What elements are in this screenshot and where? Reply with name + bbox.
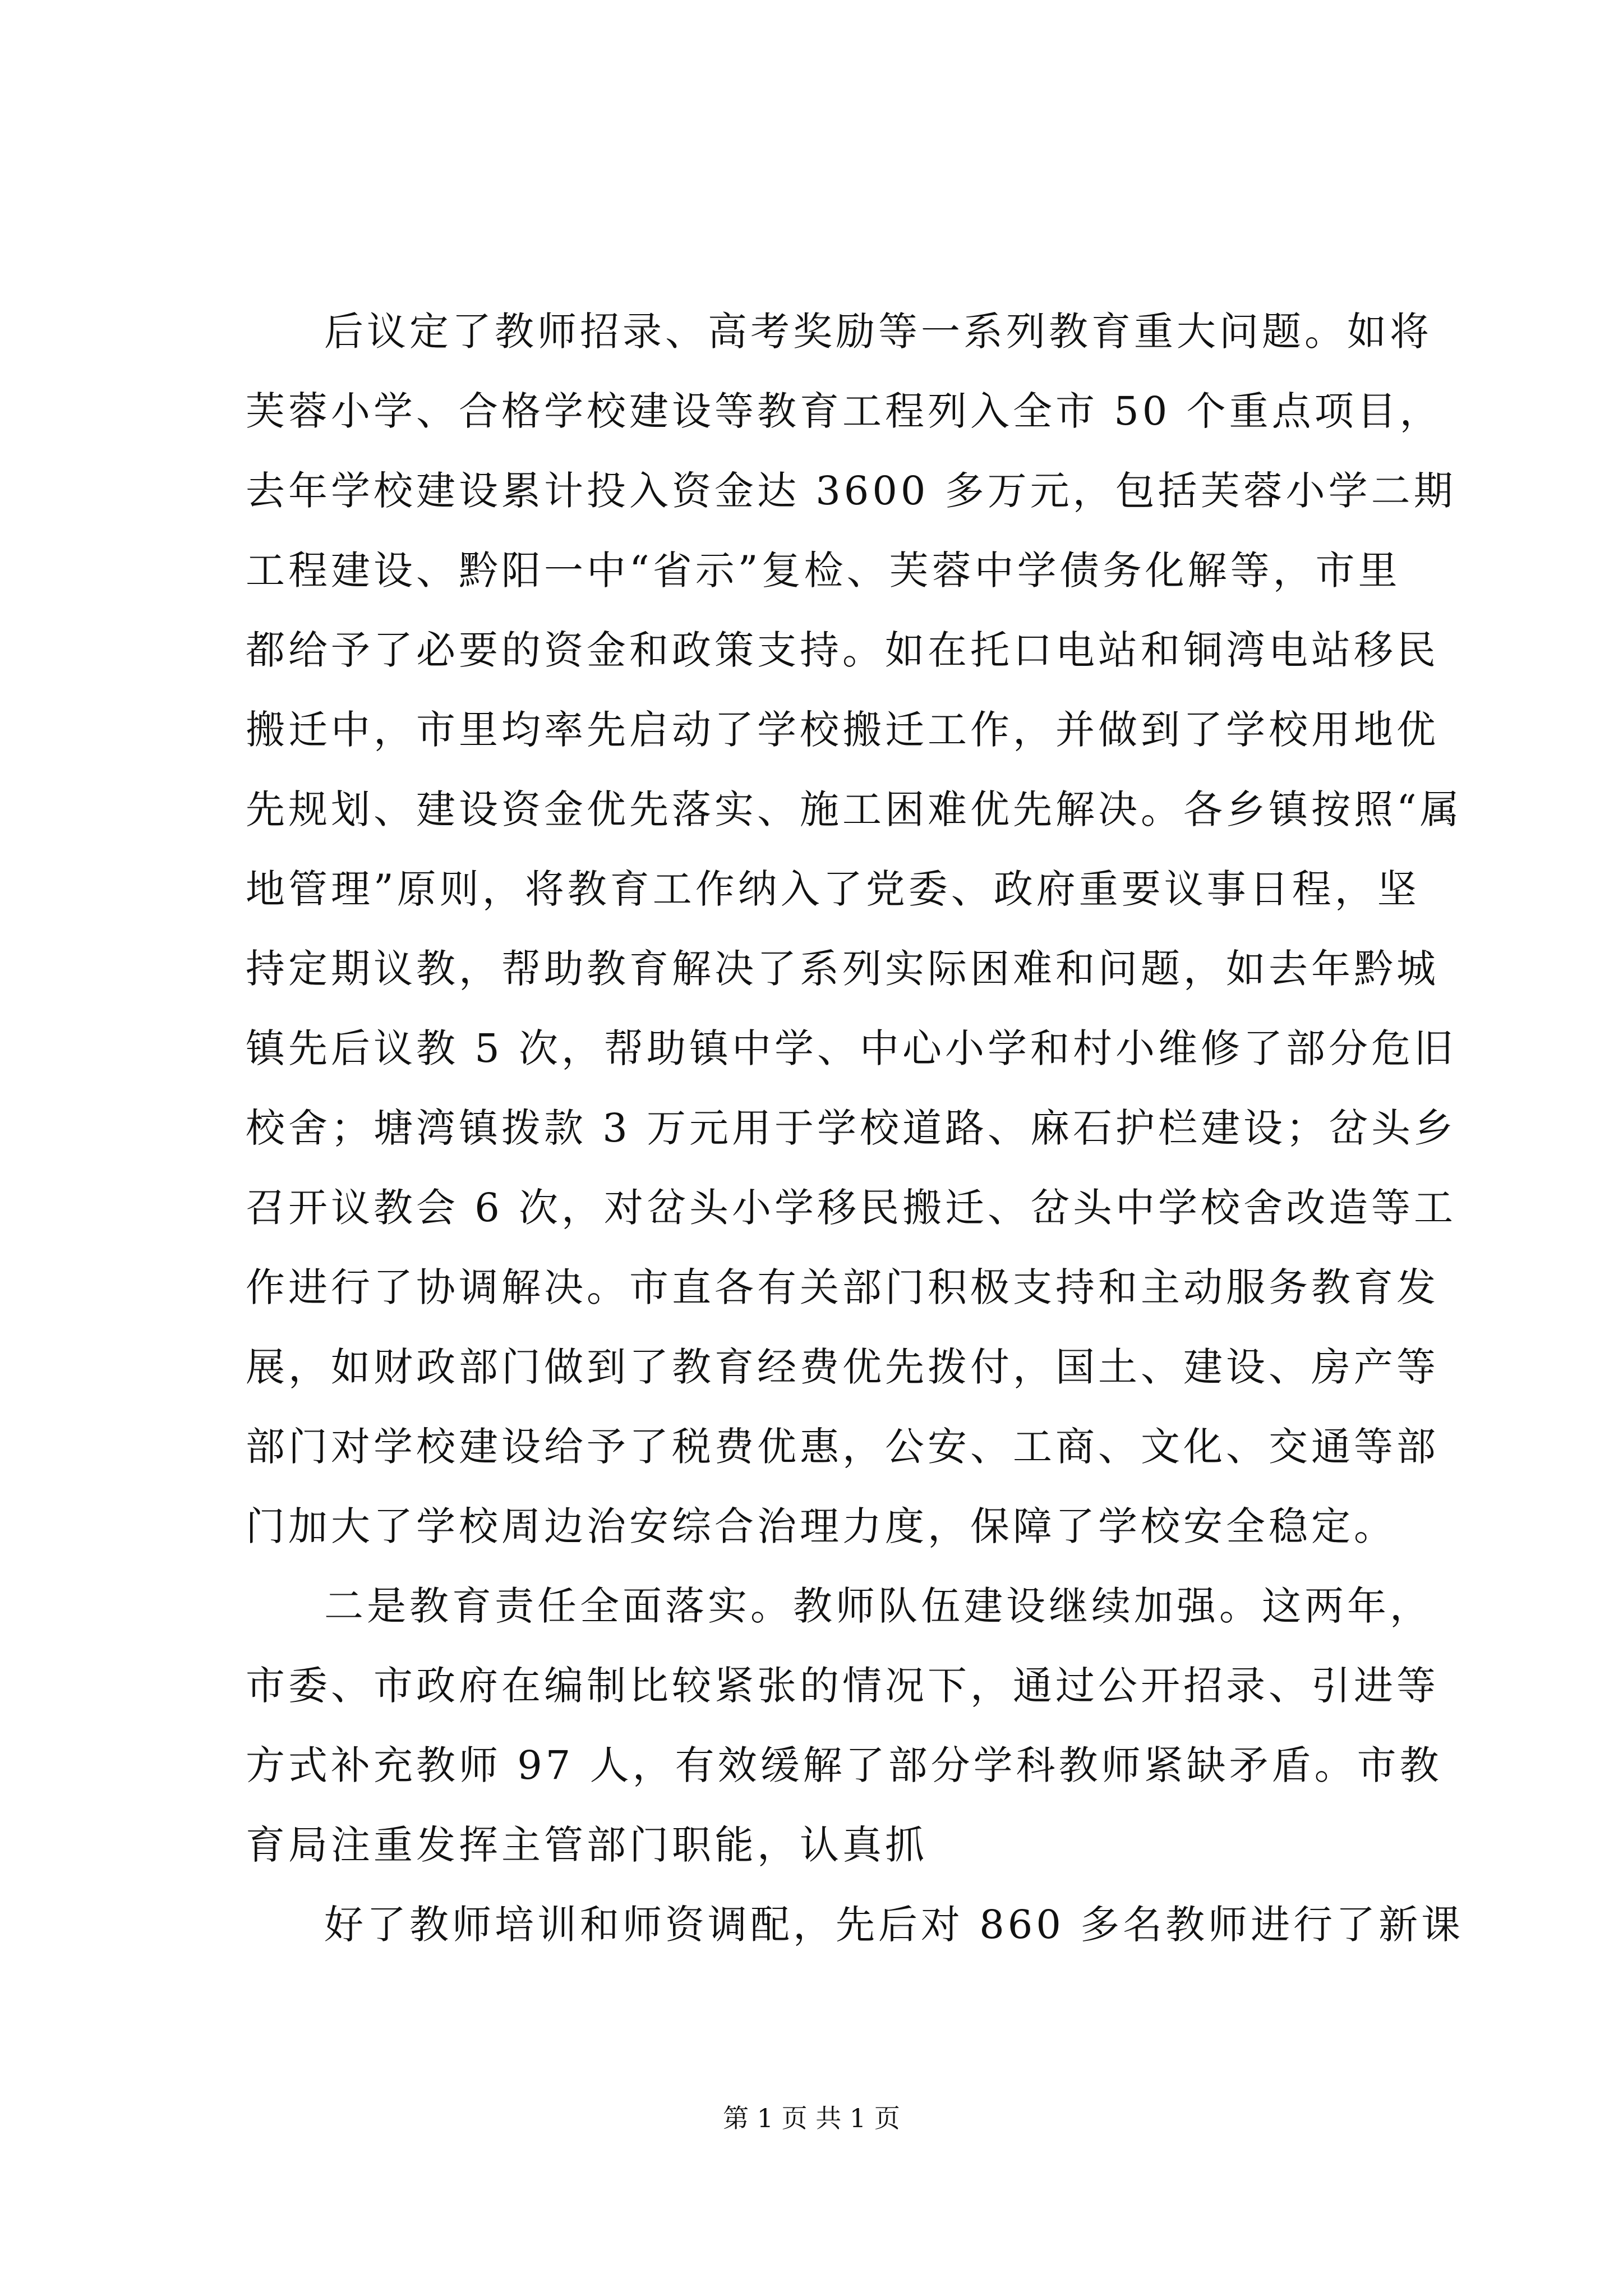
text-line: 市委、市政府在编制比较紧张的情况下，通过公开招录、引进等	[246, 1663, 1439, 1709]
text-line: 育局注重发挥主管部门职能，认真抓	[246, 1822, 928, 1868]
text-line: 展，如财政部门做到了教育经费优先拨付，国土、建设、房产等	[246, 1344, 1439, 1390]
text-line: 好了教师培训和师资调配，先后对 860 多名教师进行了新课	[324, 1902, 1464, 1948]
text-line: 都给予了必要的资金和政策支持。如在托口电站和铜湾电站移民	[246, 627, 1439, 673]
text-line: 方式补充教师 97 人，有效缓解了部分学科教师紧缺矛盾。市教	[246, 1742, 1442, 1788]
text-line: 持定期议教，帮助教育解决了系列实际困难和问题，如去年黔城	[246, 946, 1439, 992]
text-line: 芙蓉小学、合格学校建设等教育工程列入全市 50 个重点项目，	[246, 388, 1442, 434]
text-line: 作进行了协调解决。市直各有关部门积极支持和主动服务教育发	[246, 1264, 1439, 1310]
text-line: 地管理”原则，将教育工作纳入了党委、政府重要议事日程，坚	[246, 866, 1420, 912]
text-line: 召开议教会 6 次，对岔头小学移民搬迁、岔头中学校舍改造等工	[246, 1185, 1457, 1231]
text-line: 工程建设、黔阳一中“省示”复检、芙蓉中学债务化解等，市里	[246, 547, 1401, 593]
text-line: 部门对学校建设给予了税费优惠，公安、工商、文化、交通等部	[246, 1424, 1439, 1470]
page-footer: 第 1 页 共 1 页	[723, 2103, 900, 2133]
text-line: 去年学校建设累计投入资金达 3600 多万元，包括芙蓉小学二期	[246, 468, 1456, 514]
text-line: 镇先后议教 5 次，帮助镇中学、中心小学和村小维修了部分危旧	[246, 1025, 1457, 1071]
text-line: 搬迁中，市里均率先启动了学校搬迁工作，并做到了学校用地优	[246, 707, 1439, 753]
text-line: 二是教育责任全面落实。教师队伍建设继续加强。这两年，	[324, 1583, 1432, 1629]
body-text	[246, 292, 1464, 1964]
text-line: 后议定了教师招录、高考奖励等一系列教育重大问题。如将	[324, 309, 1432, 355]
text-line: 校舍；塘湾镇拨款 3 万元用于学校道路、麻石护栏建设；岔头乡	[246, 1105, 1457, 1151]
text-line: 门加大了学校周边治安综合治理力度，保障了学校安全稳定。	[246, 1503, 1396, 1549]
text-line: 先规划、建设资金优先落实、施工困难优先解决。各乡镇按照“属	[246, 786, 1463, 832]
